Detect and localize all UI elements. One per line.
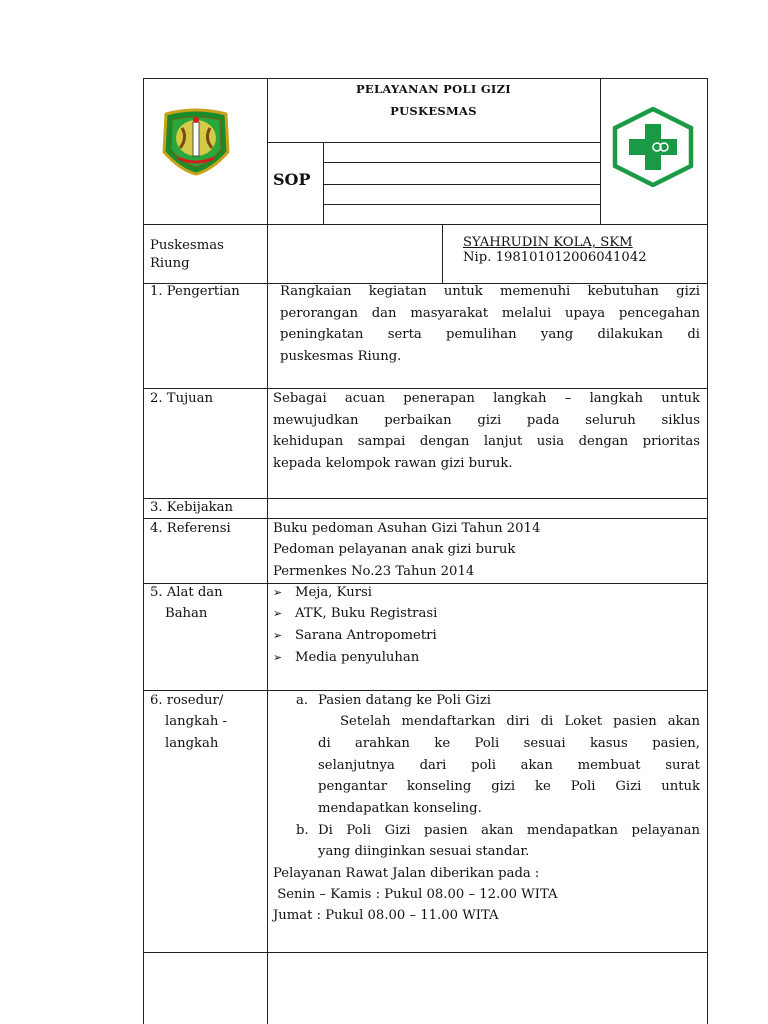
section-label-prosedur-cont: langkah — [165, 736, 219, 751]
step-a-title: Pasien datang ke Poli Gizi — [318, 693, 492, 708]
referensi-line: Pedoman pelayanan anak gizi buruk — [273, 542, 516, 557]
section-label-referensi: 4. Referensi — [150, 521, 231, 536]
step-a-line: mendapatkan konseling. — [318, 801, 482, 816]
pengertian-line: perorangan dan masyarakat melalui upaya pencegahan — [280, 306, 700, 321]
alat-item: Media penyuluhan — [295, 650, 420, 665]
step-a-line: di arahkan ke Poli sesuai kasus pasien, — [318, 736, 700, 751]
table-border-left — [143, 78, 144, 1024]
alat-item: Sarana Antropometri — [295, 628, 437, 643]
step-marker-b: b. — [296, 823, 309, 838]
pengertian-line: peningkatan serta pemulihan yang dilakukan di — [280, 327, 700, 342]
arrow-bullet-icon: ➢ — [273, 586, 283, 599]
schedule-line: Jumat : Pukul 08.00 – 11.00 WITA — [273, 908, 499, 923]
schedule-line: Senin – Kamis : Pukul 08.00 – 12.00 WITA — [273, 887, 558, 902]
table-border-right — [707, 78, 708, 1024]
step-a-line: selanjutnya dari poli akan membuat surat — [318, 758, 700, 773]
unit-name: Puskesmas Riung — [150, 238, 224, 271]
step-b-line: Di Poli Gizi pasien akan mendapatkan pelayanan — [318, 823, 700, 838]
title-line-2: PUSKESMAS — [390, 104, 477, 118]
header-rule — [323, 184, 600, 185]
schedule-line: Pelayanan Rawat Jalan diberikan pada : — [273, 866, 540, 881]
section-label-alat: 5. Alat dan — [150, 585, 223, 600]
table-rule — [143, 224, 708, 225]
step-marker-a: a. — [296, 693, 309, 708]
head-nip: Nip. 198101012006041042 — [463, 250, 647, 265]
header-rule — [267, 142, 600, 143]
section-label-kebijakan: 3. Kebijakan — [150, 500, 234, 515]
sop-divider — [323, 142, 324, 224]
table-rule — [143, 952, 708, 953]
tujuan-line: kehidupan sampai dengan lanjut usia dengan prioritas — [273, 434, 700, 449]
arrow-bullet-icon: ➢ — [273, 607, 283, 620]
section-label-alat-cont: Bahan — [165, 606, 208, 621]
header-rule — [323, 204, 600, 205]
step-b-line: yang diinginkan sesuai standar. — [318, 844, 530, 859]
alat-item: Meja, Kursi — [295, 585, 372, 600]
head-name: SYAHRUDIN KOLA, SKM — [463, 235, 633, 250]
sop-label: SOP — [273, 170, 311, 189]
pengertian-line: Rangkaian kegiatan untuk memenuhi kebutuhan gizi — [280, 284, 700, 299]
step-a-line: Setelah mendaftarkan diri di Loket pasien akan — [340, 714, 700, 729]
section-label-pengertian: 1. Pengertian — [150, 284, 240, 299]
section-label-prosedur: 6. rosedur/ — [150, 693, 224, 708]
title-line-1: PELAYANAN POLI GIZI — [355, 82, 511, 96]
document-title — [267, 78, 600, 122]
arrow-bullet-icon: ➢ — [273, 651, 283, 664]
table-rule — [143, 583, 708, 584]
tujuan-line: Sebagai acuan penerapan langkah – langkah untuk — [273, 391, 700, 406]
header-rule — [323, 162, 600, 163]
puskesmas-cross-logo-icon — [612, 107, 694, 187]
referensi-line: Buku pedoman Asuhan Gizi Tahun 2014 — [273, 521, 541, 536]
arrow-bullet-icon: ➢ — [273, 629, 283, 642]
section-label-prosedur-cont: langkah - — [165, 714, 228, 729]
referensi-line: Permenkes No.23 Tahun 2014 — [273, 564, 475, 579]
step-a-line: pengantar konseling gizi ke Poli Gizi untuk — [318, 779, 700, 794]
section-label-tujuan: 2. Tujuan — [150, 391, 214, 406]
header-divider — [600, 78, 601, 224]
regional-emblem-icon — [158, 108, 234, 176]
tujuan-line: kepada kelompok rawan gizi buruk. — [273, 456, 513, 471]
pengertian-line: puskesmas Riung. — [280, 349, 402, 364]
sign-divider — [442, 224, 443, 283]
alat-item: ATK, Buku Registrasi — [295, 606, 438, 621]
tujuan-line: mewujudkan perbaikan gizi pada seluruh siklus — [273, 413, 700, 428]
table-column-divider — [267, 78, 268, 1024]
